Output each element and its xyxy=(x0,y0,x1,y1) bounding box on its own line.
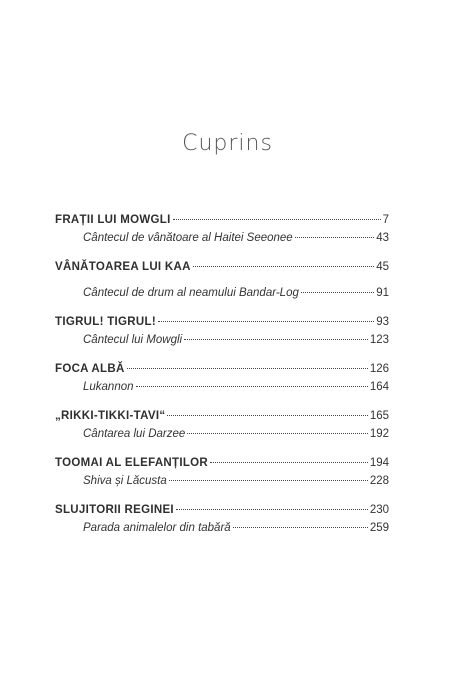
dot-leader xyxy=(176,509,368,510)
dot-leader xyxy=(187,433,368,434)
toc-subentry xyxy=(55,378,389,396)
toc-chapter xyxy=(55,454,389,472)
toc-subentry-title: Cântarea lui Darzee xyxy=(83,428,186,440)
toc-page-number: 126 xyxy=(369,363,389,375)
toc-section xyxy=(55,211,389,247)
toc-chapter-title: SLUJITORII REGINEI xyxy=(55,504,174,516)
toc-section xyxy=(55,407,389,443)
toc-page-number: 123 xyxy=(369,334,389,346)
toc-chapter-title: FRAȚII LUI MOWGLI xyxy=(55,214,171,226)
toc-subentry xyxy=(55,229,389,247)
toc-page-number: 93 xyxy=(376,316,389,328)
dot-leader xyxy=(173,219,381,220)
toc-chapter xyxy=(55,211,389,229)
dot-leader xyxy=(193,266,374,267)
toc-chapter-title: FOCA ALBĂ xyxy=(55,363,125,375)
toc-subentry xyxy=(55,519,389,537)
toc-page-number: 165 xyxy=(369,410,389,422)
toc-page-number: 194 xyxy=(369,457,389,469)
dot-leader xyxy=(295,237,375,238)
toc-chapter-title: VÂNĂTOAREA LUI KAA xyxy=(55,261,191,273)
toc-subentry-title: Lukannon xyxy=(83,381,134,393)
toc-subentry xyxy=(55,331,389,349)
toc-subentry-title: Cântecul de drum al neamului Bandar-Log xyxy=(83,287,299,299)
toc-chapter xyxy=(55,258,389,276)
toc-chapter xyxy=(55,407,389,425)
toc-page-number: 45 xyxy=(376,261,389,273)
toc-chapter-title: „RIKKI-TIKKI-TAVI“ xyxy=(55,410,166,422)
dot-leader xyxy=(136,386,368,387)
dot-leader xyxy=(167,415,367,416)
page-title: Cuprins xyxy=(182,130,273,156)
toc-subentry xyxy=(55,284,389,302)
toc-section xyxy=(55,454,389,490)
toc-subentry-title: Parada animalelor din tabără xyxy=(83,522,231,534)
toc-section xyxy=(55,258,389,302)
toc-subentry xyxy=(55,472,389,490)
toc-subentry xyxy=(55,425,389,443)
dot-leader xyxy=(158,321,374,322)
toc-page-number: 259 xyxy=(369,522,389,534)
toc-subentry-title: Cântecul de vânătoare al Haitei Seeonee xyxy=(83,232,293,244)
dot-leader xyxy=(127,368,368,369)
toc-chapter xyxy=(55,313,389,331)
toc-page-number: 7 xyxy=(382,214,389,226)
toc-section xyxy=(55,501,389,537)
toc-page-number: 192 xyxy=(369,428,389,440)
toc-chapter-title: TOOMAI AL ELEFANȚILOR xyxy=(55,457,209,469)
toc-subentry-title: Shiva și Lăcusta xyxy=(83,475,167,487)
dot-leader xyxy=(169,480,368,481)
dot-leader xyxy=(184,339,368,340)
dot-leader xyxy=(210,462,368,463)
table-of-contents xyxy=(55,211,389,548)
toc-section xyxy=(55,360,389,396)
toc-chapter xyxy=(55,501,389,519)
toc-chapter xyxy=(55,360,389,378)
toc-page-number: 43 xyxy=(376,232,389,244)
toc-page-number: 164 xyxy=(369,381,389,393)
toc-page-number: 228 xyxy=(369,475,389,487)
toc-chapter-title: TIGRUL! TIGRUL! xyxy=(55,316,156,328)
dot-leader xyxy=(301,292,374,293)
toc-page-number: 230 xyxy=(369,504,389,516)
dot-leader xyxy=(233,527,368,528)
toc-section xyxy=(55,313,389,349)
toc-subentry-title: Cântecul lui Mowgli xyxy=(83,334,183,346)
toc-page-number: 91 xyxy=(376,287,389,299)
